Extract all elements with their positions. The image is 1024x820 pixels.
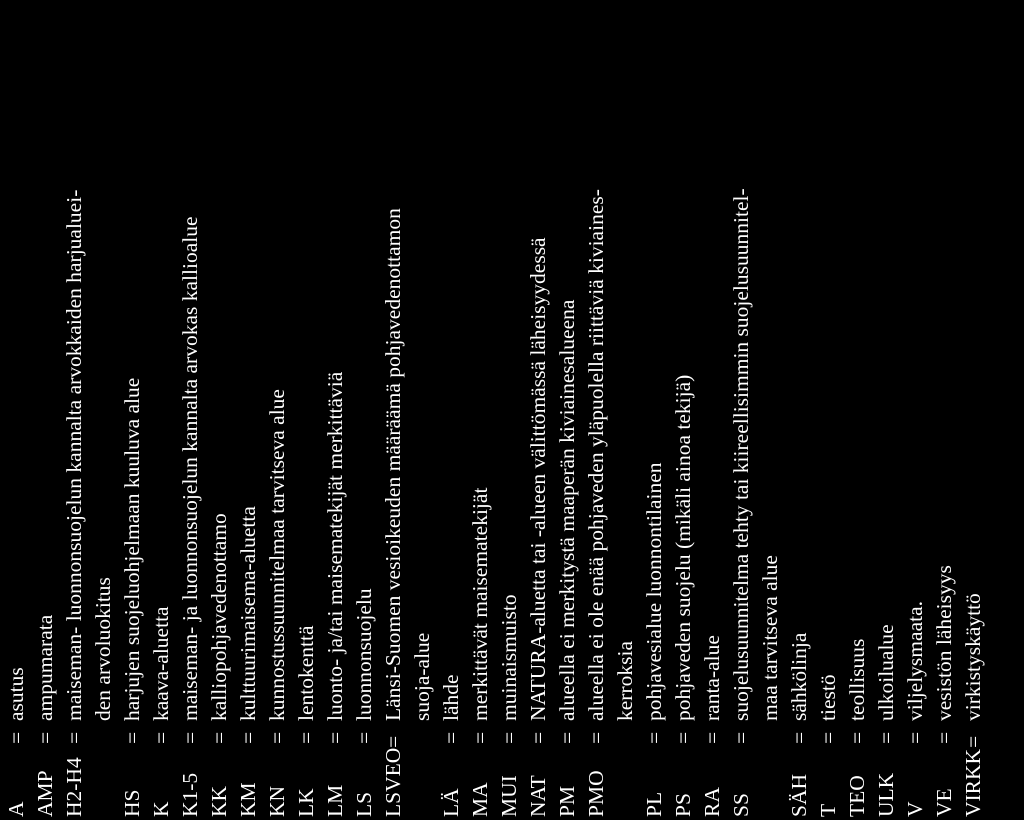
legend-row xyxy=(668,0,698,820)
legend-row xyxy=(871,0,901,820)
legend-code: KN xyxy=(265,785,289,817)
legend-description: sähkölinja xyxy=(787,632,811,721)
legend-code: RA xyxy=(700,787,724,817)
legend-row xyxy=(291,0,321,820)
legend-row xyxy=(929,0,959,820)
legend-description: alueella ei ole enää pohjaveden yläpuolella riittäviä kiviaines- xyxy=(584,189,608,721)
legend-row xyxy=(262,0,292,820)
legend-code: HS xyxy=(120,789,144,817)
legend-equals: = xyxy=(845,731,869,744)
legend-code: SÄH xyxy=(787,773,811,817)
legend-code: PS xyxy=(671,793,695,817)
legend-description: maiseman- luonnonsuojelun kannalta arvokkaiden harjualuei- xyxy=(62,189,86,721)
legend-code: H2-H4 xyxy=(62,757,86,817)
legend-equals: = xyxy=(816,731,840,744)
legend-code: VIRKK xyxy=(961,748,985,817)
legend-equals: = xyxy=(961,735,985,748)
legend-equals: = xyxy=(381,735,405,748)
legend-description: maiseman- ja luonnonsuojelun kannalta arvokas kallioalue xyxy=(178,216,202,721)
legend-equals: = xyxy=(294,731,318,744)
legend-equals: = xyxy=(671,731,695,744)
legend-equals: = xyxy=(584,731,608,744)
legend-equals: = xyxy=(120,731,144,744)
legend-row xyxy=(204,0,234,820)
legend-row xyxy=(378,0,408,820)
legend-row xyxy=(59,0,89,820)
legend-equals: = xyxy=(729,731,753,744)
legend-description: kunnostussuunnitelmaa tarvitseva alue xyxy=(265,389,289,721)
legend-code: LK xyxy=(294,788,318,817)
legend-row xyxy=(784,0,814,820)
legend-description: Länsi-Suomen vesioikeuden määräämä pohjavedenottamon xyxy=(381,208,405,721)
legend-equals: = xyxy=(874,731,898,744)
legend-code: PMO xyxy=(584,770,608,817)
legend-row xyxy=(842,0,872,820)
legend-description: NATURA-aluetta tai -alueen välittömässä läheisyydessä xyxy=(526,237,550,721)
legend-description: kulttuurimaisema-aluetta xyxy=(236,506,260,721)
legend-equals: = xyxy=(932,731,956,744)
legend-equals: = xyxy=(526,731,550,744)
legend-row xyxy=(233,0,263,820)
legend-equals: = xyxy=(265,731,289,744)
legend-code: LM xyxy=(323,784,347,817)
legend-description: alueella ei merkitystä maaperän kiviainesalueena xyxy=(555,299,579,721)
legend-row xyxy=(552,0,582,820)
legend-code: AMP xyxy=(33,770,57,817)
legend-description: lähde xyxy=(439,674,463,721)
legend-row-continuation xyxy=(88,0,118,820)
legend-code: K1-5 xyxy=(178,772,202,817)
legend-row xyxy=(813,0,843,820)
legend-code: PM xyxy=(555,785,579,817)
legend-row xyxy=(349,0,379,820)
legend-description: muinaismuisto xyxy=(497,594,521,721)
legend-equals: = xyxy=(323,731,347,744)
legend-equals: = xyxy=(497,731,521,744)
legend-description: ulkoilualue xyxy=(874,624,898,721)
legend-row xyxy=(175,0,205,820)
legend-code: LÄ xyxy=(439,788,463,817)
legend-equals: = xyxy=(787,731,811,744)
legend-description: kerroksia xyxy=(613,641,637,721)
legend-code: K xyxy=(149,801,173,817)
legend-description: vesistön läheisyys xyxy=(932,565,956,721)
legend-description: ranta-alue xyxy=(700,635,724,721)
legend-row-continuation xyxy=(610,0,640,820)
legend-row xyxy=(494,0,524,820)
legend-description: merkittävät maisematekijät xyxy=(468,487,492,721)
legend-description: viljelysmaata. xyxy=(903,600,927,721)
legend-row xyxy=(697,0,727,820)
legend-row xyxy=(465,0,495,820)
legend-equals: = xyxy=(468,731,492,744)
legend-code: KM xyxy=(236,782,260,817)
legend-row xyxy=(639,0,669,820)
legend-code: T xyxy=(816,803,840,817)
legend-equals: = xyxy=(352,731,376,744)
legend-row xyxy=(523,0,553,820)
legend-description: kalliopohjavedenottamo xyxy=(207,513,231,721)
legend-row xyxy=(436,0,466,820)
legend-code: KK xyxy=(207,785,231,817)
legend-row xyxy=(958,0,988,820)
legend-equals: = xyxy=(439,731,463,744)
legend-code: LSVEO xyxy=(381,747,405,817)
legend-description: suojelusuunnitelma tehty tai kiireellisimmin suojelusuunnitel- xyxy=(729,188,753,721)
legend-description: pohjavesialue luonnontilainen xyxy=(642,462,666,721)
legend-equals: = xyxy=(903,731,927,744)
legend-code: SS xyxy=(729,793,753,817)
legend-row xyxy=(900,0,930,820)
legend-code: MUI xyxy=(497,775,521,817)
legend-equals: = xyxy=(236,731,260,744)
legend-code: LS xyxy=(352,791,376,817)
legend-description: teollisuus xyxy=(845,638,869,721)
legend-code: ULK xyxy=(874,772,898,817)
legend-row xyxy=(1,0,31,820)
legend-description: asutus xyxy=(4,667,28,721)
legend-row xyxy=(726,0,756,820)
legend-code: A xyxy=(4,801,28,817)
legend-equals: = xyxy=(149,731,173,744)
legend-description: den arvoluokitus xyxy=(91,577,115,721)
legend-description: maa tarvitseva alue xyxy=(758,555,782,721)
legend-description: suoja-alue xyxy=(410,632,434,721)
legend-equals: = xyxy=(700,731,724,744)
legend-equals: = xyxy=(555,731,579,744)
legend-description: pohjaveden suojelu (mikäli ainoa tekijä) xyxy=(671,374,695,721)
legend-equals: = xyxy=(62,731,86,744)
legend-equals: = xyxy=(4,731,28,744)
legend-code: TEO xyxy=(845,775,869,817)
legend-description: harjujen suojeluohjelmaan kuuluva alue xyxy=(120,377,144,721)
legend-row xyxy=(30,0,60,820)
legend-equals: = xyxy=(207,731,231,744)
legend-row xyxy=(320,0,350,820)
legend-row xyxy=(581,0,611,820)
legend-code: NAT xyxy=(526,775,550,817)
legend-description: lentokenttä xyxy=(294,625,318,721)
legend-description: ampumarata xyxy=(33,614,57,721)
legend-code: PL xyxy=(642,791,666,817)
legend-description: tiestö xyxy=(816,674,840,721)
legend-description: kaava-aluetta xyxy=(149,606,173,721)
legend-row-continuation xyxy=(407,0,437,820)
legend-equals: = xyxy=(178,731,202,744)
legend-equals: = xyxy=(33,731,57,744)
legend-description: virkistyskäyttö xyxy=(961,593,985,721)
legend-code: V xyxy=(903,801,927,817)
legend-row-continuation xyxy=(755,0,785,820)
legend-description: luonto- ja/tai maisematekijät merkittäviä xyxy=(323,371,347,721)
legend-code: MA xyxy=(468,782,492,817)
legend-description: luonnonsuojelu xyxy=(352,588,376,721)
legend-equals: = xyxy=(642,731,666,744)
legend-code: VE xyxy=(932,788,956,817)
legend-row xyxy=(117,0,147,820)
legend-row xyxy=(146,0,176,820)
